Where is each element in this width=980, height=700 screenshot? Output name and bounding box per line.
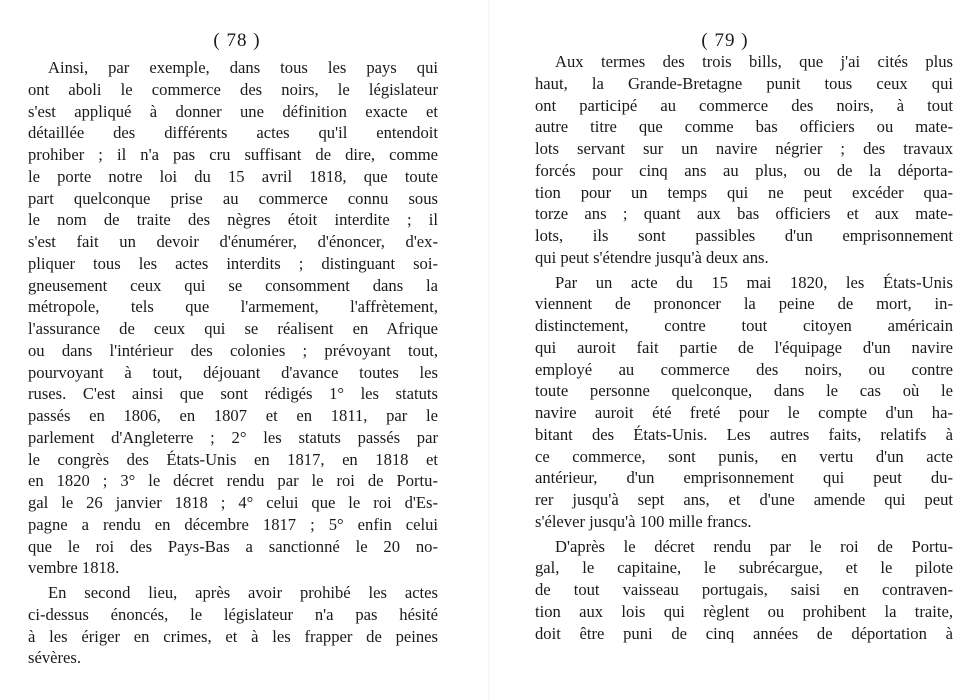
text-line: prohiber ; il n'a pas cru suffisant de dire, comme [28,145,438,164]
text-line: le nom de traite des nègres étoit interdite ; il [28,210,438,230]
text-line: parlement d'Angleterre ; 2° les statuts passés par [28,427,438,447]
text-line: forcés pour cinq ans au plus, ou de la déporta- [535,160,953,180]
text-line: tion aux lois qui règlent ou prohibent la traite, [535,601,953,621]
text-line: part quelconque prise au commerce connu sous [28,188,438,208]
text-line: rer jusqu'à sept ans, et d'une amende qui peut [535,490,953,509]
text-line: tion pour un temps qui ne peut excéder qua- [535,182,953,202]
text-line: bitant des États-Unis. Les autres faits, relatifs à [535,424,953,444]
left-page-body [28,57,438,669]
text-line: D'après le décret rendu par le roi de Portu- [555,536,953,556]
text-line: toute personne quelconque, dans le cas où le [535,381,953,401]
text-line: l'assurance de ceux qui se réalisent en Afrique [28,319,438,338]
text-line: pagne a rendu en décembre 1817 ; 5° enfin celui [28,514,438,534]
text-line: torze ans ; quant aux bas officiers et aux mate- [535,204,953,224]
right-page [490,0,980,700]
right-page-body [535,51,953,644]
text-line: Aux termes des trois bills, que j'ai cités plus [555,52,953,71]
text-line: en 1820 ; 3° le décret rendu par le roi de Portu- [28,471,438,491]
text-line: le porte notre loi du 15 avril 1818, que toute [28,166,438,186]
page-number-right: ( 79 ) [701,30,749,51]
text-line: sévères. [28,648,81,668]
text-line: qui peut s'étendre jusqu'à deux ans. [535,247,769,267]
text-line: s'élever jusqu'à 100 mille francs. [535,511,752,531]
text-line: qui auroit fait partie de l'équipage d'un navire [535,337,953,357]
text-line: que le roi des Pays-Bas a sanctionné le 20 no- [28,536,438,556]
page-number-left: ( 78 ) [213,30,261,51]
text-line: doit être puni de cinq années de déportation à [535,623,953,643]
text-line: gneusement ceux qui se consomment dans la [28,275,438,295]
text-line: haut, la Grande-Bretagne punit tous ceux qui [535,73,953,93]
text-line: antérieur, d'un emprisonnement qui peut du- [535,468,953,488]
text-line: ont participé au commerce des noirs, à tout [535,95,953,115]
text-line: passés en 1806, en 1807 et en 1811, par le [28,406,438,425]
text-line: gal le 26 janvier 1818 ; 4° celui que le roi d'Es- [28,493,438,512]
text-line: vembre 1818. [28,558,120,578]
text-line: s'est appliqué à donner une définition exacte et [28,101,438,121]
text-line: détaillée des différents actes qu'il entendoit [28,123,438,143]
text-line: métropole, tels que l'armement, l'affrètement, [28,297,438,317]
text-line: gal, le capitaine, le subrécargue, et le pilote [535,558,953,578]
text-line: employé au commerce des noirs, ou contre [535,359,953,379]
text-line: ont aboli le commerce des noirs, le législateur [28,79,438,99]
text-line: ci-dessus énoncés, le législateur n'a pas hésité [28,604,438,624]
text-line: lots servant sur un navire négrier ; des travaux [535,139,953,158]
text-line: Ainsi, par exemple, dans tous les pays qui [48,58,438,77]
text-line: pourvoyant à tout, déjouant d'avance toutes les [28,362,438,382]
text-line: En second lieu, après avoir prohibé les actes [48,583,438,602]
text-line: ruses. C'est ainsi que sont rédigés 1° les statuts [28,384,438,404]
text-line: le congrès des États-Unis en 1817, en 1818 et [28,449,438,469]
text-line: à les ériger en crimes, et à les frapper de peines [28,626,438,646]
text-line: lots, ils sont passibles d'un emprisonnement [535,226,953,245]
text-line: autre titre que comme bas officiers ou mate- [535,117,953,137]
text-line: de tout vaisseau portugais, saisi en contraven- [535,580,953,599]
text-line: s'est fait un devoir d'énumérer, d'énoncer, d'ex- [28,232,438,251]
text-line: navire auroit été freté pour le compte d'un ha- [535,403,953,422]
text-line: ce commerce, sont punis, en vertu d'un acte [535,446,953,466]
text-line: viennent de prononcer la peine de mort, in- [535,294,953,314]
text-line: distinctement, contre tout citoyen américain [535,316,953,335]
text-line: Par un acte du 15 mai 1820, les États-Unis [555,272,953,292]
text-line: ou dans l'intérieur des colonies ; prévoyant tout, [28,340,438,360]
text-line: pliquer tous les actes interdits ; distinguant soi- [28,253,438,273]
